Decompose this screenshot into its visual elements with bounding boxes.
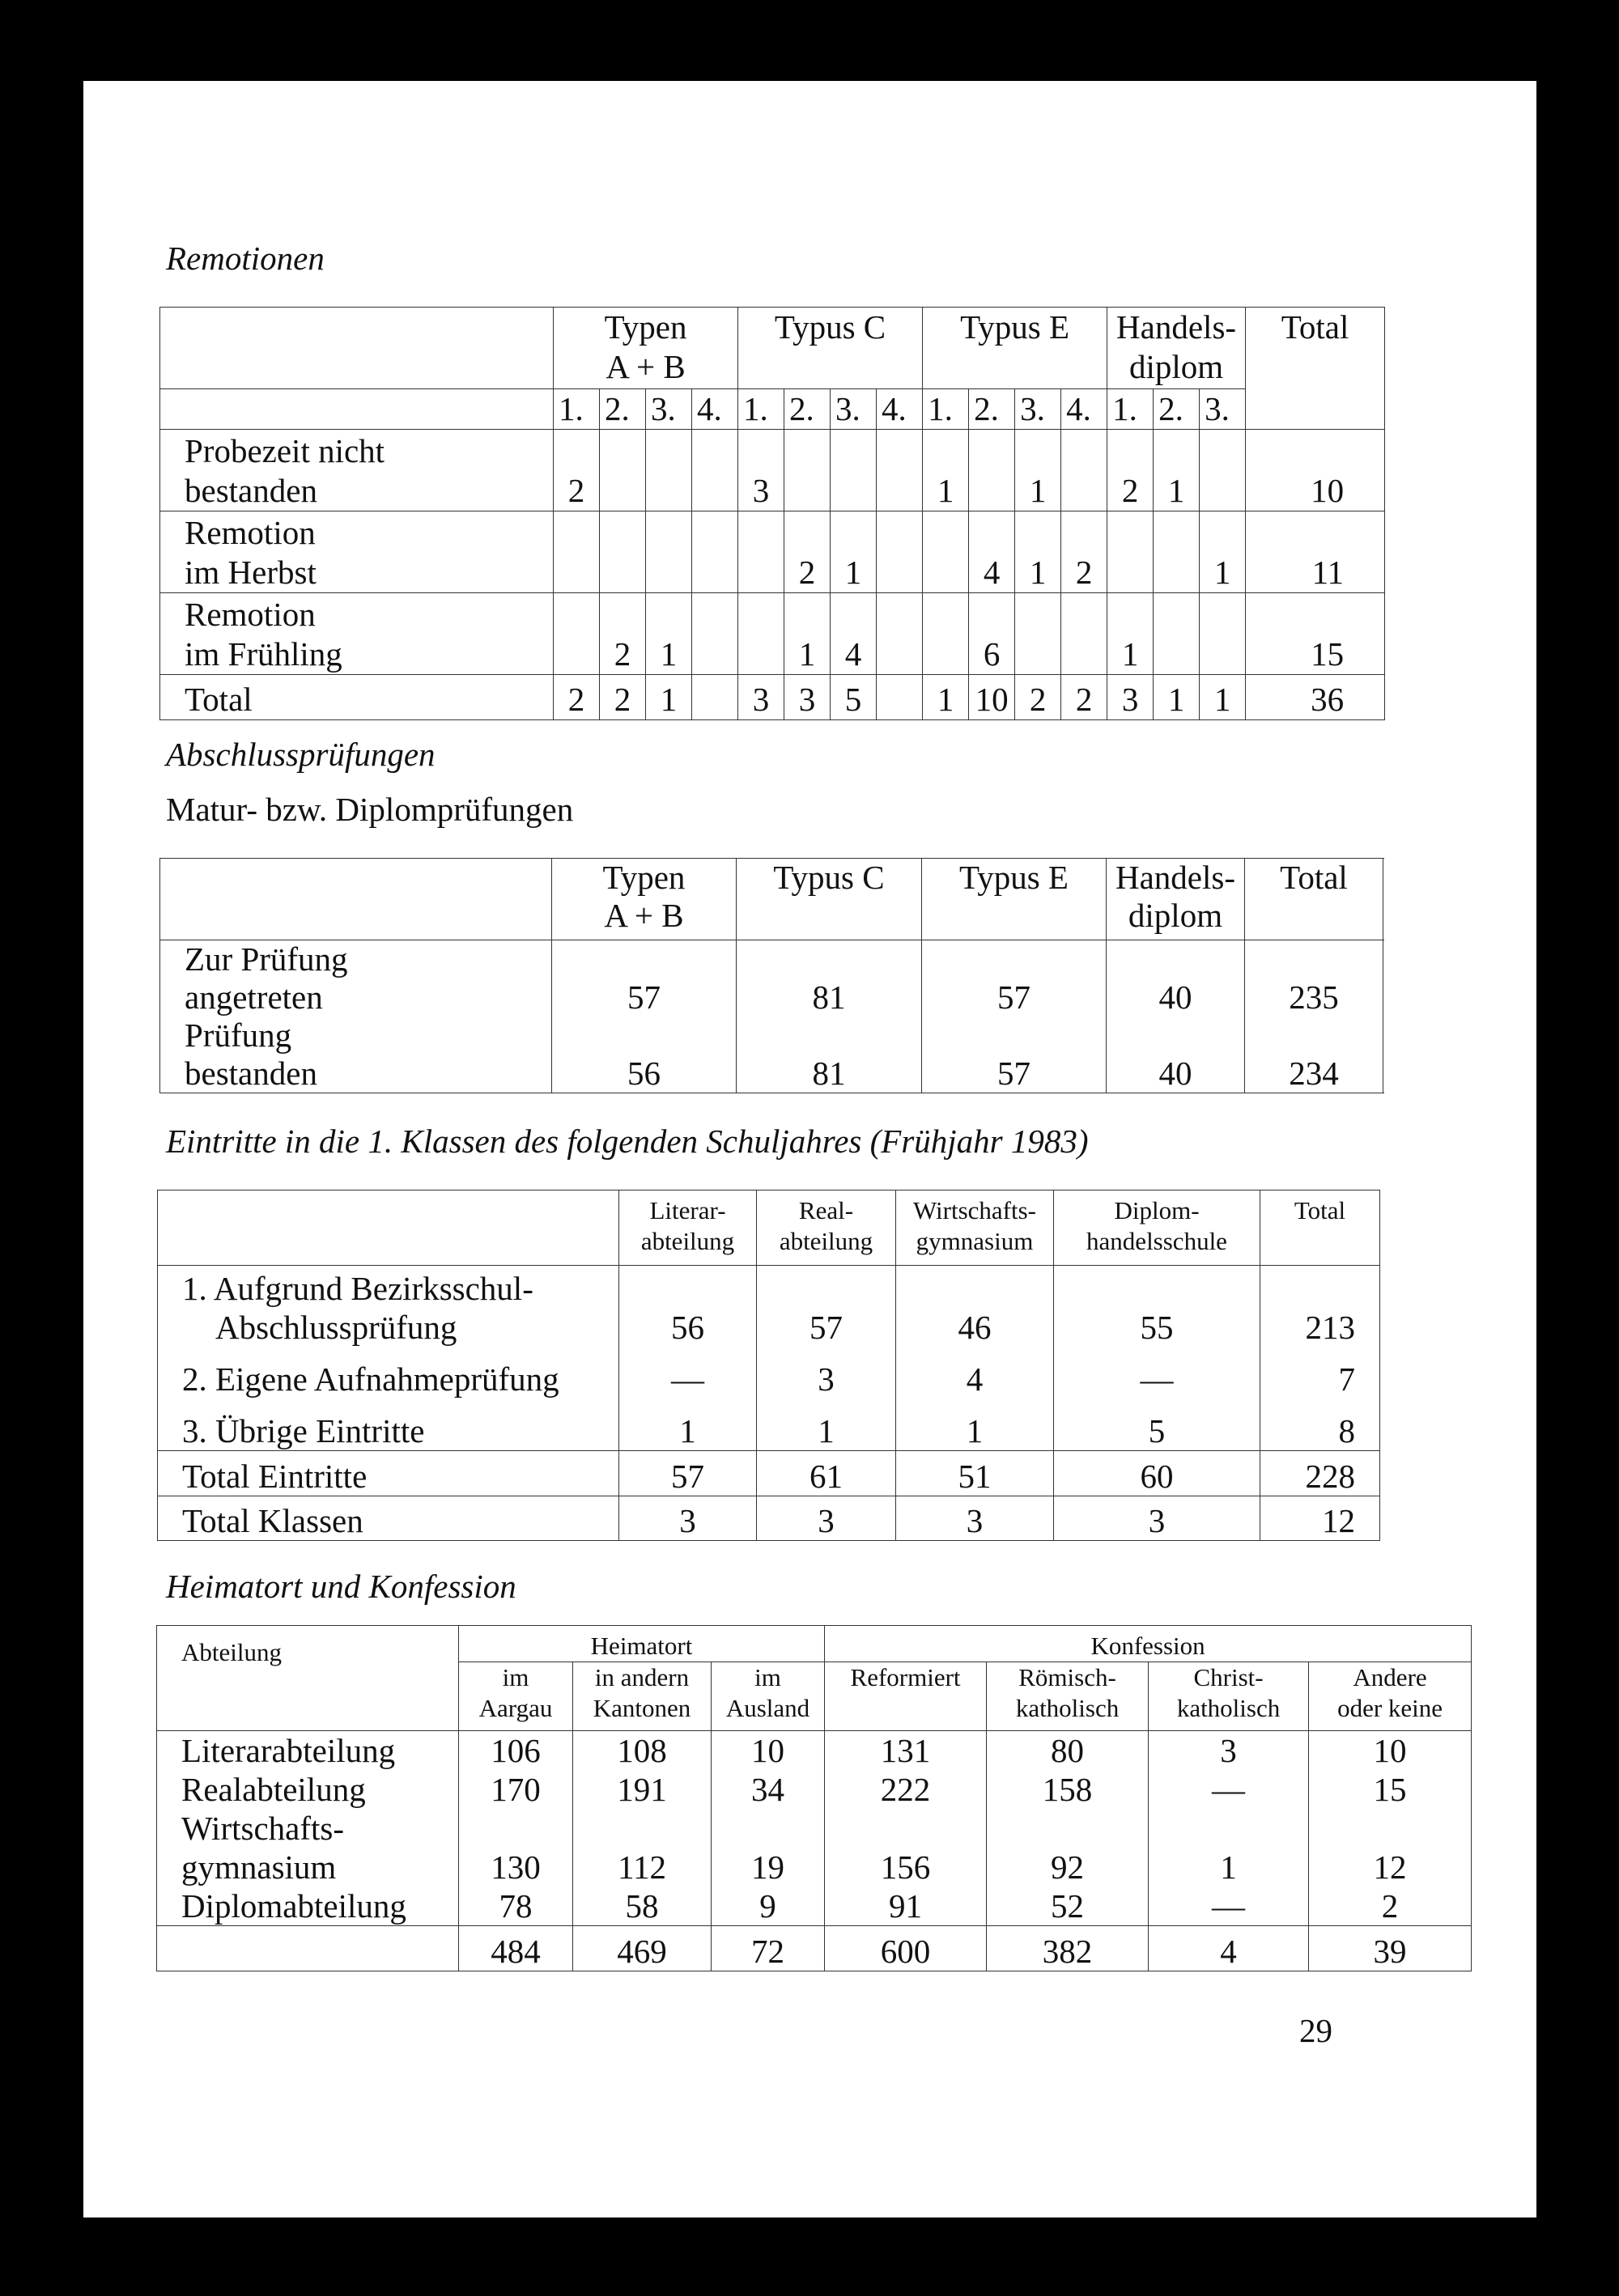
column-header: Diplom- handelsschule — [1054, 1190, 1260, 1266]
value-cell: 2 — [1015, 675, 1061, 720]
value-cell: 3 — [784, 675, 831, 720]
row-label: Total Eintritte — [158, 1451, 619, 1496]
value-cell: 3 — [738, 675, 784, 720]
table-row — [160, 940, 1383, 1017]
value-cell: 12 — [1260, 1496, 1380, 1541]
value-cell — [600, 430, 646, 511]
eintritte-heading: Eintritte in die 1. Klassen des folgenden Schuljahres (Frühjahr 1983) — [166, 1123, 1089, 1160]
total-cell: 469 — [573, 1926, 712, 1971]
class-header-cell: 4. — [692, 389, 738, 430]
row-total: 36 — [1246, 675, 1385, 720]
heimatort-heading: Heimatort und Konfession — [166, 1568, 516, 1605]
value-cell: 1 — [1015, 511, 1061, 593]
class-header-cell: 1. — [554, 389, 600, 430]
row-label: Zur Prüfung angetreten — [160, 940, 552, 1017]
value-cell — [600, 511, 646, 593]
total-cell: 484 — [459, 1926, 573, 1971]
value-cell: 57 — [552, 940, 737, 1017]
value-cell: 10 — [712, 1731, 825, 1771]
value-cell: 19 — [712, 1809, 825, 1886]
value-cell: 1 — [923, 430, 969, 511]
row-label: Remotion im Herbst — [160, 511, 554, 593]
value-cell: 8 — [1260, 1398, 1380, 1451]
value-cell: 56 — [619, 1266, 757, 1347]
row-label: Diplomabteilung — [157, 1886, 459, 1926]
column-header: Typen A + B — [552, 859, 737, 940]
value-cell: 80 — [987, 1731, 1149, 1771]
value-cell: — — [619, 1347, 757, 1398]
class-header-cell: 1. — [923, 389, 969, 430]
value-cell: 78 — [459, 1886, 573, 1926]
value-cell — [646, 430, 692, 511]
value-cell — [692, 675, 738, 720]
class-header-cell: 4. — [877, 389, 923, 430]
value-cell: 2 — [554, 430, 600, 511]
table-row — [158, 1451, 1380, 1496]
heimatort-table — [156, 1625, 1472, 1971]
value-cell: 61 — [757, 1451, 896, 1496]
value-cell: 12 — [1309, 1809, 1472, 1886]
column-header: Reformiert — [825, 1662, 987, 1731]
group-header-cell: Typen A + B — [554, 308, 738, 389]
value-cell — [877, 430, 923, 511]
value-cell — [646, 511, 692, 593]
value-cell: 10 — [1309, 1731, 1472, 1771]
row-label: Realabteilung — [157, 1770, 459, 1809]
value-cell: 9 — [712, 1886, 825, 1926]
value-cell: 1 — [1107, 593, 1154, 675]
value-cell — [877, 511, 923, 593]
value-cell: 57 — [922, 940, 1107, 1017]
value-cell: 40 — [1107, 1016, 1245, 1093]
row-total: 10 — [1246, 430, 1385, 511]
corner-cell — [160, 859, 552, 940]
value-cell: 222 — [825, 1770, 987, 1809]
table-row — [160, 675, 1385, 720]
value-cell — [1107, 511, 1154, 593]
value-cell: 106 — [459, 1731, 573, 1771]
value-cell: 3 — [1107, 675, 1154, 720]
row-label: Total — [160, 675, 554, 720]
value-cell: 57 — [619, 1451, 757, 1496]
column-header: Literar- abteilung — [619, 1190, 757, 1266]
row-label: Probezeit nicht bestanden — [160, 430, 554, 511]
konfession-group-header: Konfession — [825, 1626, 1472, 1662]
value-cell — [1015, 593, 1061, 675]
value-cell: 1 — [1154, 430, 1200, 511]
abschluss-subheading: Matur- bzw. Diplomprüfungen — [166, 791, 574, 828]
value-cell: 7 — [1260, 1347, 1380, 1398]
value-cell: 40 — [1107, 940, 1245, 1017]
table-row — [157, 1809, 1472, 1886]
value-cell: 57 — [922, 1016, 1107, 1093]
value-cell: 234 — [1245, 1016, 1383, 1093]
class-header-cell: 3. — [646, 389, 692, 430]
value-cell — [738, 511, 784, 593]
totals-label-cell — [157, 1926, 459, 1971]
table-row — [157, 1886, 1472, 1926]
value-cell — [923, 593, 969, 675]
value-cell: 228 — [1260, 1451, 1380, 1496]
document-page — [83, 81, 1536, 2217]
column-header: Total — [1245, 859, 1383, 940]
value-cell: 10 — [969, 675, 1015, 720]
column-header: Total — [1260, 1190, 1380, 1266]
value-cell — [554, 511, 600, 593]
value-cell: 3 — [1149, 1731, 1309, 1771]
value-cell — [1154, 511, 1200, 593]
value-cell: 3 — [896, 1496, 1054, 1541]
value-cell — [1154, 593, 1200, 675]
row-label: Wirtschafts- gymnasium — [157, 1809, 459, 1886]
table-row — [158, 1347, 1380, 1398]
value-cell: 3 — [1054, 1496, 1260, 1541]
value-cell: 213 — [1260, 1266, 1380, 1347]
column-header: Real- abteilung — [757, 1190, 896, 1266]
value-cell: 1 — [1154, 675, 1200, 720]
value-cell: 2 — [600, 675, 646, 720]
table-row — [158, 1266, 1380, 1347]
class-header-cell: 1. — [738, 389, 784, 430]
value-cell — [969, 430, 1015, 511]
value-cell: 1 — [757, 1398, 896, 1451]
value-cell: 56 — [552, 1016, 737, 1093]
value-cell: 2 — [1061, 511, 1107, 593]
value-cell: 4 — [896, 1347, 1054, 1398]
value-cell: 1 — [896, 1398, 1054, 1451]
value-cell: — — [1054, 1347, 1260, 1398]
value-cell: 91 — [825, 1886, 987, 1926]
heimatort-group-row — [157, 1626, 1472, 1662]
group-header-cell: Handels- diplom — [1107, 308, 1246, 389]
value-cell: 170 — [459, 1770, 573, 1809]
value-cell: 1 — [784, 593, 831, 675]
value-cell: 1 — [923, 675, 969, 720]
group-header-cell: Typus E — [923, 308, 1107, 389]
value-cell — [923, 511, 969, 593]
value-cell: 1 — [831, 511, 877, 593]
value-cell: 1 — [1200, 511, 1246, 593]
totals-row — [157, 1926, 1472, 1971]
class-header-cell: 3. — [1015, 389, 1061, 430]
class-header-cell: 2. — [600, 389, 646, 430]
remotionen-class-row — [160, 389, 1385, 430]
value-cell: 1 — [646, 593, 692, 675]
remotionen-heading: Remotionen — [166, 240, 325, 277]
value-cell: 15 — [1309, 1770, 1472, 1809]
table-row — [157, 1770, 1472, 1809]
value-cell: 5 — [831, 675, 877, 720]
class-header-cell: 2. — [1154, 389, 1200, 430]
table-row — [158, 1496, 1380, 1541]
class-header-cell: 4. — [1061, 389, 1107, 430]
column-header: im Ausland — [712, 1662, 825, 1731]
value-cell — [877, 593, 923, 675]
value-cell: 108 — [573, 1731, 712, 1771]
remotionen-group-header-row — [160, 308, 1385, 389]
row-total: 15 — [1246, 593, 1385, 675]
value-cell — [1200, 430, 1246, 511]
value-cell: 131 — [825, 1731, 987, 1771]
class-header-cell: 3. — [1200, 389, 1246, 430]
column-header: im Aargau — [459, 1662, 573, 1731]
class-header-cell: 1. — [1107, 389, 1154, 430]
total-cell: 382 — [987, 1926, 1149, 1971]
abschluss-header-row — [160, 859, 1383, 940]
row-label: 3. Übrige Eintritte — [158, 1398, 619, 1451]
total-cell: 72 — [712, 1926, 825, 1971]
value-cell: 158 — [987, 1770, 1149, 1809]
value-cell: 2 — [1107, 430, 1154, 511]
value-cell: 156 — [825, 1809, 987, 1886]
corner-cell — [158, 1190, 619, 1266]
column-header: Typus C — [737, 859, 922, 940]
value-cell: 1 — [1149, 1809, 1309, 1886]
value-cell — [831, 430, 877, 511]
value-cell: 2 — [1061, 675, 1107, 720]
value-cell: — — [1149, 1886, 1309, 1926]
column-header: Handels- diplom — [1107, 859, 1245, 940]
value-cell: 2 — [784, 511, 831, 593]
value-cell: 130 — [459, 1809, 573, 1886]
value-cell: 2 — [1309, 1886, 1472, 1926]
value-cell: 1 — [619, 1398, 757, 1451]
total-cell: 39 — [1309, 1926, 1472, 1971]
table-row — [160, 430, 1385, 511]
corner-cell — [160, 389, 554, 430]
value-cell: 57 — [757, 1266, 896, 1347]
group-header-cell: Typus C — [738, 308, 923, 389]
value-cell: 52 — [987, 1886, 1149, 1926]
value-cell: 81 — [737, 940, 922, 1017]
column-header: Christ- katholisch — [1149, 1662, 1309, 1731]
value-cell: 1 — [646, 675, 692, 720]
table-row — [160, 593, 1385, 675]
value-cell: 55 — [1054, 1266, 1260, 1347]
corner-cell — [160, 308, 554, 389]
table-row — [160, 511, 1385, 593]
value-cell — [692, 593, 738, 675]
heimatort-group-header: Heimatort — [459, 1626, 825, 1662]
row-label: Literarabteilung — [157, 1731, 459, 1771]
value-cell: 46 — [896, 1266, 1054, 1347]
value-cell: 3 — [738, 430, 784, 511]
row-total: 11 — [1246, 511, 1385, 593]
abschluss-table — [159, 858, 1383, 1093]
abteilung-header: Abteilung — [157, 1626, 459, 1731]
column-header: Römisch- katholisch — [987, 1662, 1149, 1731]
value-cell: 2 — [554, 675, 600, 720]
value-cell — [692, 511, 738, 593]
column-header: Wirtschafts- gymnasium — [896, 1190, 1054, 1266]
abschluss-heading: Abschlussprüfungen — [166, 736, 436, 773]
row-label: Prüfung bestanden — [160, 1016, 552, 1093]
table-row — [160, 1016, 1383, 1093]
value-cell — [738, 593, 784, 675]
column-header: Andere oder keine — [1309, 1662, 1472, 1731]
row-label: Remotion im Frühling — [160, 593, 554, 675]
column-header: Typus E — [922, 859, 1107, 940]
value-cell: 112 — [573, 1809, 712, 1886]
value-cell: 60 — [1054, 1451, 1260, 1496]
value-cell — [692, 430, 738, 511]
value-cell: 34 — [712, 1770, 825, 1809]
value-cell — [1200, 593, 1246, 675]
row-label: 2. Eigene Aufnahmeprüfung — [158, 1347, 619, 1398]
value-cell — [554, 593, 600, 675]
value-cell: 3 — [757, 1496, 896, 1541]
total-cell: 600 — [825, 1926, 987, 1971]
class-header-cell: 3. — [831, 389, 877, 430]
value-cell: 235 — [1245, 940, 1383, 1017]
value-cell: 5 — [1054, 1398, 1260, 1451]
column-header: in andern Kantonen — [573, 1662, 712, 1731]
value-cell — [1061, 593, 1107, 675]
value-cell — [877, 675, 923, 720]
value-cell: 3 — [757, 1347, 896, 1398]
class-header-cell: 2. — [784, 389, 831, 430]
row-label: Total Klassen — [158, 1496, 619, 1541]
value-cell: 81 — [737, 1016, 922, 1093]
value-cell: 1 — [1015, 430, 1061, 511]
value-cell — [784, 430, 831, 511]
row-label: 1. Aufgrund Bezirksschul- Abschlussprüfung — [158, 1266, 619, 1347]
total-cell: 4 — [1149, 1926, 1309, 1971]
class-header-cell: 2. — [969, 389, 1015, 430]
remotionen-table — [159, 307, 1385, 720]
eintritte-table — [157, 1190, 1380, 1541]
value-cell: 191 — [573, 1770, 712, 1809]
value-cell: 51 — [896, 1451, 1054, 1496]
value-cell: 58 — [573, 1886, 712, 1926]
eintritte-header-row — [158, 1190, 1380, 1266]
table-row — [158, 1398, 1380, 1451]
table-row — [157, 1731, 1472, 1771]
value-cell: 3 — [619, 1496, 757, 1541]
value-cell: 92 — [987, 1809, 1149, 1886]
group-header-cell: Total — [1246, 308, 1385, 430]
value-cell: 6 — [969, 593, 1015, 675]
page-number: 29 — [1299, 2012, 1332, 2049]
value-cell — [1061, 430, 1107, 511]
value-cell: 4 — [831, 593, 877, 675]
value-cell: 1 — [1200, 675, 1246, 720]
value-cell: — — [1149, 1770, 1309, 1809]
value-cell: 2 — [600, 593, 646, 675]
value-cell: 4 — [969, 511, 1015, 593]
